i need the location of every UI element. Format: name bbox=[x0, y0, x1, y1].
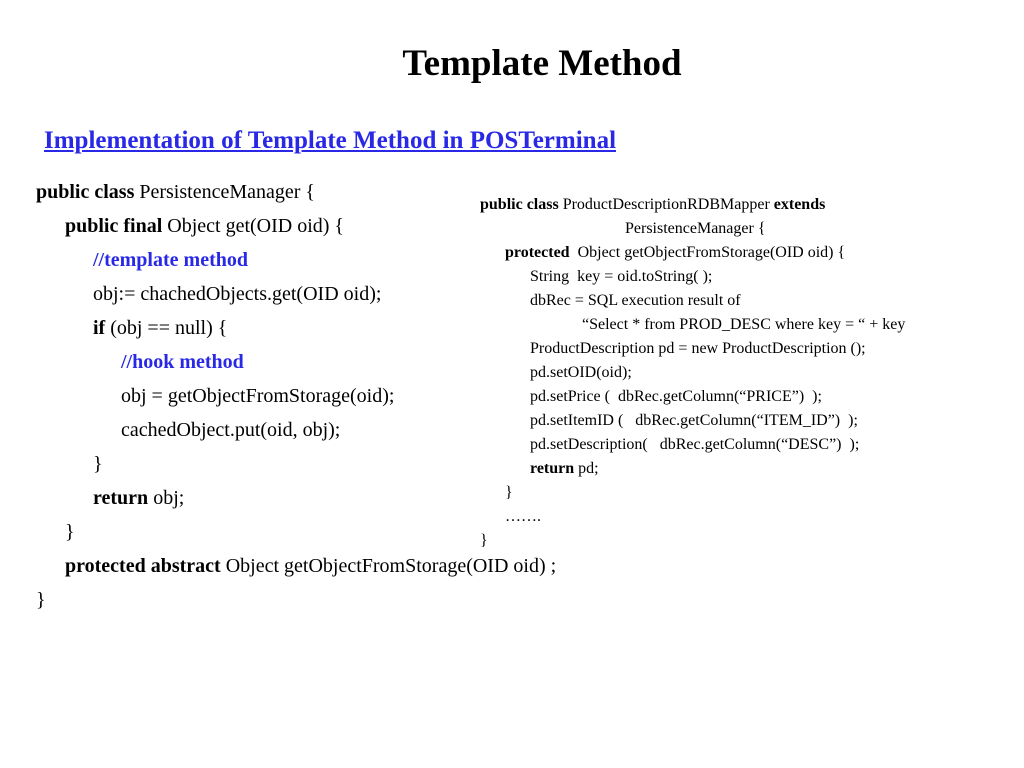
code-line bbox=[505, 508, 541, 526]
code-text: (obj == null) { bbox=[105, 317, 228, 339]
code-line bbox=[93, 249, 248, 272]
code-line bbox=[65, 215, 344, 238]
code-text: pd; bbox=[574, 460, 599, 477]
code-text: PersistenceManager { bbox=[625, 220, 766, 237]
code-line bbox=[93, 453, 103, 476]
code-line bbox=[121, 419, 340, 442]
code-text: obj:= chachedObjects.get(OID oid); bbox=[93, 283, 382, 305]
code-text: dbRec = SQL execution result of bbox=[530, 292, 741, 309]
code-keyword: public final bbox=[65, 215, 163, 237]
code-line bbox=[480, 196, 825, 214]
code-text: obj; bbox=[148, 487, 185, 509]
code-line bbox=[121, 385, 394, 408]
code-line bbox=[93, 283, 381, 306]
code-line bbox=[65, 555, 556, 578]
code-line bbox=[530, 388, 822, 406]
code-text: } bbox=[480, 532, 488, 549]
code-text: cachedObject.put(oid, obj); bbox=[121, 419, 341, 441]
code-keyword: extends bbox=[773, 196, 826, 213]
code-text: obj = getObjectFromStorage(oid); bbox=[121, 385, 395, 407]
code-text: String key = oid.toString( ); bbox=[530, 268, 713, 285]
code-line bbox=[530, 364, 632, 382]
code-line bbox=[121, 351, 244, 374]
code-text: PersistenceManager { bbox=[134, 181, 316, 203]
code-keyword: public class bbox=[36, 181, 135, 203]
code-text: Object getObjectFromStorage(OID oid) ; bbox=[220, 555, 557, 577]
code-line bbox=[530, 436, 859, 454]
code-text: pd.setItemID ( dbRec.getColumn(“ITEM_ID”) ); bbox=[530, 412, 858, 429]
code-text: } bbox=[65, 521, 75, 543]
code-line bbox=[505, 484, 513, 502]
code-line bbox=[582, 316, 905, 334]
code-text: ……. bbox=[505, 508, 541, 525]
code-text: ProductDescription pd = new ProductDescription (); bbox=[530, 340, 866, 357]
code-comment: //hook method bbox=[121, 351, 244, 373]
code-text: } bbox=[93, 453, 103, 475]
code-text: Object getObjectFromStorage(OID oid) { bbox=[569, 244, 846, 261]
code-line bbox=[530, 340, 866, 358]
code-keyword: public class bbox=[480, 196, 559, 213]
code-keyword: if bbox=[93, 317, 106, 339]
code-line bbox=[530, 268, 712, 286]
code-text: pd.setOID(oid); bbox=[530, 364, 632, 381]
code-text: pd.setPrice ( dbRec.getColumn(“PRICE”) ); bbox=[530, 388, 822, 405]
code-text: } bbox=[36, 589, 46, 611]
code-keyword: protected abstract bbox=[65, 555, 221, 577]
slide-title: Template Method bbox=[402, 43, 682, 84]
code-line bbox=[65, 521, 75, 544]
code-line bbox=[93, 317, 227, 340]
code-text: “Select * from PROD_DESC where key = “ + key bbox=[582, 316, 906, 333]
code-comment: //template method bbox=[93, 249, 248, 271]
code-line bbox=[530, 460, 599, 478]
slide-subtitle: Implementation of Template Method in POSTerminal bbox=[44, 127, 617, 154]
code-text: ProductDescriptionRDBMapper bbox=[558, 196, 774, 213]
code-line bbox=[530, 412, 858, 430]
code-keyword: return bbox=[530, 460, 575, 477]
code-line bbox=[36, 589, 46, 612]
code-line bbox=[625, 220, 766, 238]
code-text: pd.setDescription( dbRec.getColumn(“DESC”) ); bbox=[530, 436, 860, 453]
code-text: } bbox=[505, 484, 513, 501]
code-line bbox=[505, 244, 845, 262]
code-keyword: return bbox=[93, 487, 149, 509]
code-line bbox=[93, 487, 184, 510]
code-line bbox=[36, 181, 315, 204]
code-keyword: protected bbox=[505, 244, 570, 261]
code-text: Object get(OID oid) { bbox=[162, 215, 345, 237]
code-line bbox=[480, 532, 488, 550]
code-line bbox=[530, 292, 741, 310]
